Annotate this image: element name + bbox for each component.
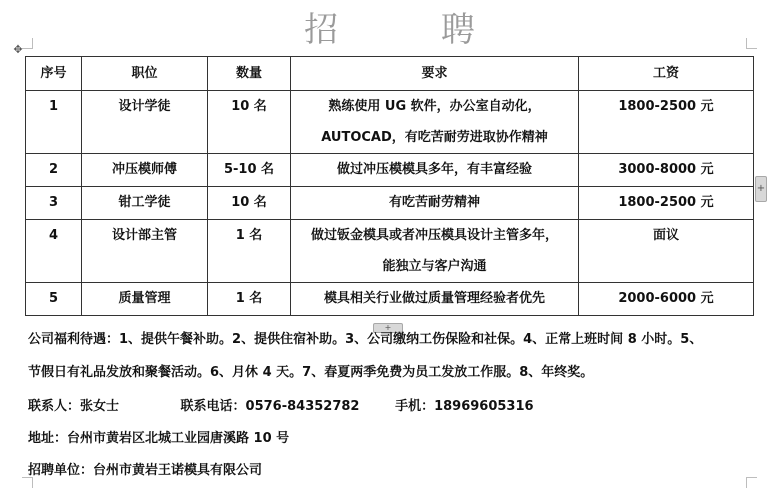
header-position: 职位 bbox=[82, 57, 208, 91]
table-row bbox=[26, 154, 754, 187]
contact-phone: 联系电话：0576-84352782 bbox=[180, 399, 360, 414]
table-row bbox=[26, 187, 754, 220]
header-requirements: 要求 bbox=[291, 57, 579, 91]
row-salary: 3000-8000 元 bbox=[579, 154, 754, 187]
row-quantity: 5-10 名 bbox=[208, 154, 291, 187]
requirement-line: 做过钣金模具或者冲压模具设计主管多年， bbox=[310, 228, 558, 243]
table-row bbox=[26, 220, 754, 283]
row-requirements: 模具相关行业做过质量管理经验者优先 bbox=[291, 283, 579, 316]
table-header-row bbox=[26, 57, 754, 91]
table-move-handle-icon[interactable]: ✥ bbox=[13, 43, 23, 56]
header-salary: 工资 bbox=[579, 57, 754, 91]
table-row bbox=[26, 283, 754, 316]
row-requirements: 有吃苦耐劳精神 bbox=[291, 187, 579, 220]
row-salary: 面议 bbox=[579, 220, 754, 283]
row-no: 2 bbox=[26, 154, 82, 187]
header-no: 序号 bbox=[26, 57, 82, 91]
row-requirements bbox=[291, 91, 579, 154]
row-no: 1 bbox=[26, 91, 82, 154]
row-position: 设计部主管 bbox=[82, 220, 208, 283]
row-no: 5 bbox=[26, 283, 82, 316]
row-salary: 1800-2500 元 bbox=[579, 91, 754, 154]
requirement-line: AUTOCAD，有吃苦耐劳进取协作精神 bbox=[321, 130, 548, 145]
requirement-line: 能独立与客户沟通 bbox=[382, 259, 487, 274]
benefits-line-1: 公司福利待遇：1、提供午餐补助。2、提供住宿补助。3、公司缴纳工伤保险和社保。4、正常上班时间 8 小时。5、 bbox=[28, 332, 703, 347]
page-title: 招 聘 bbox=[304, 10, 521, 50]
requirement-line: 熟练使用 UG 软件，办公室自动化， bbox=[328, 99, 541, 114]
contact-line bbox=[28, 395, 773, 414]
header-quantity: 数量 bbox=[208, 57, 291, 91]
contact-mobile: 手机：18969605316 bbox=[395, 399, 534, 414]
row-requirements: 做过冲压模模具多年，有丰富经验 bbox=[291, 154, 579, 187]
address-line: 地址：台州市黄岩区北城工业园唐溪路 10 号 bbox=[28, 431, 290, 446]
row-quantity: 1 名 bbox=[208, 220, 291, 283]
page-corner-mark bbox=[22, 477, 33, 488]
row-no: 4 bbox=[26, 220, 82, 283]
benefits-line-2: 节假日有礼品发放和聚餐活动。6、月休 4 天。7、春夏两季免费为员工发放工作服。8、年终奖。 bbox=[28, 365, 594, 380]
row-no: 3 bbox=[26, 187, 82, 220]
page-corner-mark bbox=[746, 477, 757, 488]
row-position: 设计学徒 bbox=[82, 91, 208, 154]
table-row bbox=[26, 91, 754, 154]
row-quantity: 1 名 bbox=[208, 283, 291, 316]
row-salary: 1800-2500 元 bbox=[579, 187, 754, 220]
company-line: 招聘单位：台州市黄岩王诺模具有限公司 bbox=[28, 463, 263, 478]
row-position: 质量管理 bbox=[82, 283, 208, 316]
add-column-handle-icon[interactable]: + bbox=[755, 176, 767, 202]
row-quantity: 10 名 bbox=[208, 91, 291, 154]
jobs-table bbox=[25, 56, 754, 316]
row-quantity: 10 名 bbox=[208, 187, 291, 220]
row-position: 冲压模师傅 bbox=[82, 154, 208, 187]
add-row-handle-icon[interactable]: + bbox=[373, 323, 403, 333]
contact-person: 联系人：张女士 bbox=[28, 399, 120, 414]
row-salary: 2000-6000 元 bbox=[579, 283, 754, 316]
row-position: 钳工学徒 bbox=[82, 187, 208, 220]
row-requirements bbox=[291, 220, 579, 283]
